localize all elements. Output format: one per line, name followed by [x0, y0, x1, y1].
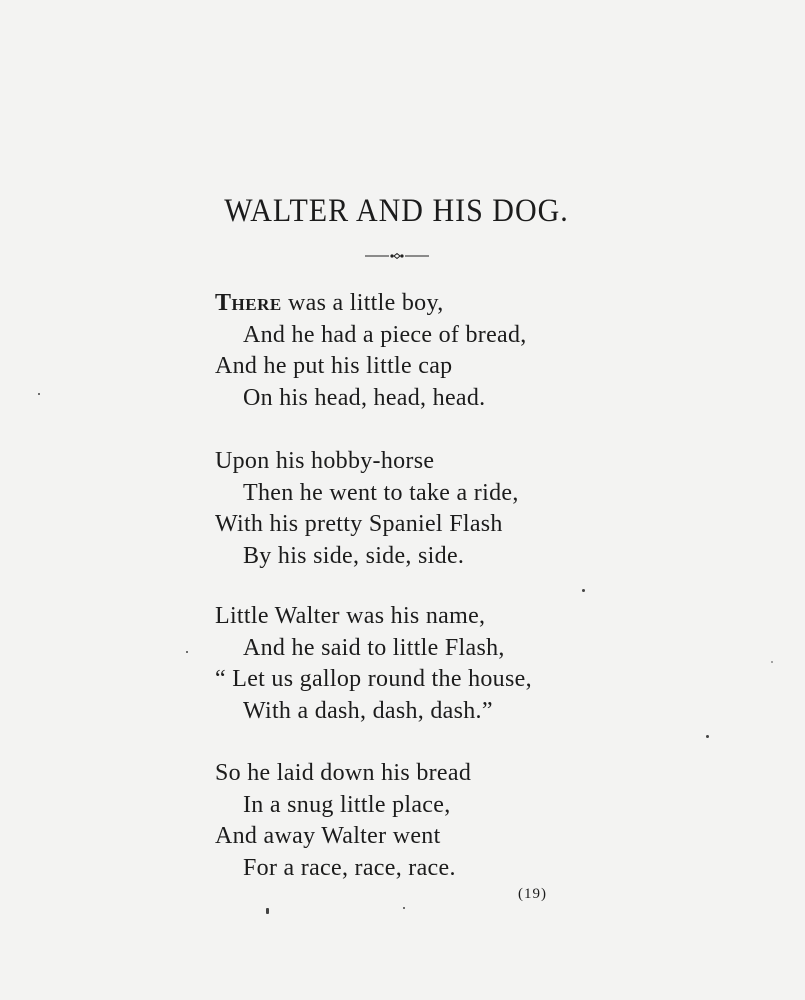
- poem-line: For a race, race, race.: [243, 854, 456, 881]
- poem-line: “ Let us gallop round the house,: [215, 666, 532, 692]
- page-number: (19): [518, 886, 547, 902]
- poem-line: [215, 288, 615, 320]
- poem-line-text: was a little boy,: [281, 290, 444, 316]
- scan-speck: [582, 589, 585, 592]
- poem-line: With a dash, dash, dash.”: [243, 697, 493, 724]
- stanza-3: [215, 601, 615, 727]
- poem-line: On his head, head, head.: [243, 384, 486, 411]
- poem-title: WALTER AND HIS DOG.: [224, 193, 569, 229]
- poem-line: With his pretty Spaniel Flash: [215, 511, 503, 537]
- poem-line: Upon his hobby-horse: [215, 448, 435, 474]
- poem-line: Then he went to take a ride,: [243, 479, 519, 506]
- scan-speck: [403, 907, 405, 909]
- poem-line: Little Walter was his name,: [215, 603, 486, 629]
- scan-speck: [186, 651, 188, 653]
- scan-speck: [266, 908, 269, 914]
- stanza-2: [215, 446, 615, 572]
- title-ornament-divider: [365, 251, 429, 261]
- scan-speck: [38, 393, 40, 395]
- poem-line: By his side, side, side.: [243, 542, 465, 569]
- opening-word: There: [215, 290, 282, 316]
- poem-line: And away Walter went: [215, 823, 441, 849]
- scan-speck: [706, 735, 709, 738]
- scan-speck: [771, 661, 773, 663]
- stanza-1: [215, 288, 615, 414]
- poem-line: And he had a piece of bread,: [243, 321, 527, 348]
- poem-line: So he laid down his bread: [215, 760, 472, 786]
- poem-line: In a snug little place,: [243, 791, 451, 818]
- poem-line: And he said to little Flash,: [243, 634, 505, 661]
- stanza-4: [215, 758, 615, 884]
- poem-line: And he put his little cap: [215, 353, 453, 379]
